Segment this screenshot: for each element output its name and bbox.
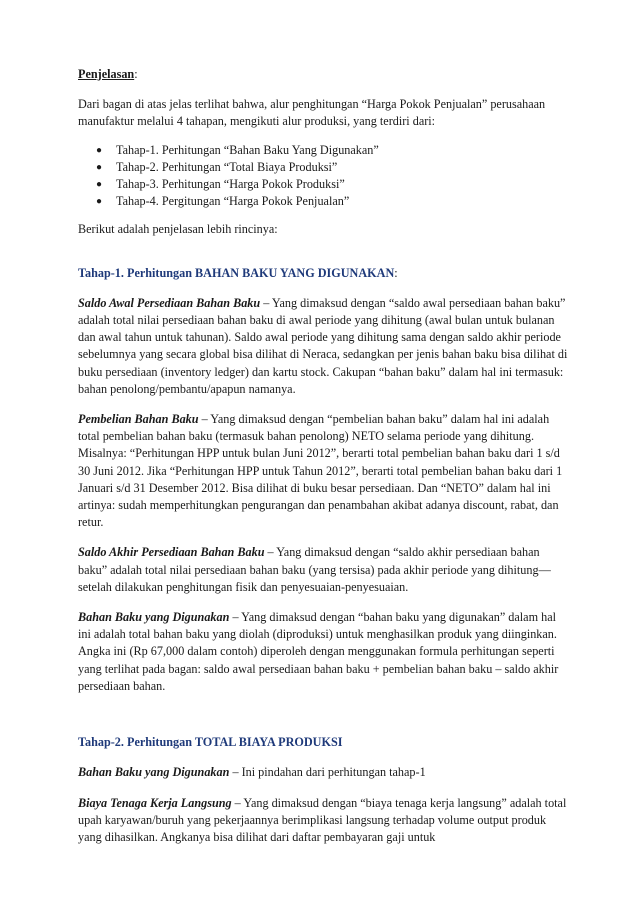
term: Saldo Awal Persediaan Bahan Baku <box>78 295 261 310</box>
term: Bahan Baku yang Digunakan <box>78 765 230 780</box>
intro-closing: Berikut adalah penjelasan lebih rincinya: <box>78 222 278 237</box>
term-description: – Yang dimaksud dengan “pembelian bahan baku” dalam hal ini adalah total pembelian bahan baku (termasuk bahan penolong) NETO selama periode yang dihitung. Misalnya: “Perhitungan HPP untuk bulan Juni 2012”, berarti total pembelian bahan baku dari 1 s/d 30 Juni 2012. Jika “Perhitungan HPP untuk Tahun 2012”, berarti total pembelian bahan baku dari 1 Januari s/d 31 Desember 2012. Bisa dilihat di buku besar persediaan. Dan “NETO” dalam hal ini artinya: sudah memperhitungkan pengurangan dan penambahan akibat adanya discount, rabat, dan retur. <box>78 412 563 530</box>
section1-heading-text: Tahap-1. Perhitungan BAHAN BAKU YANG DIGUNAKAN <box>78 265 395 280</box>
section2-item-tenaga-kerja <box>78 795 568 847</box>
list-item <box>96 176 568 193</box>
term-description: – Ini pindahan dari perhitungan tahap-1 <box>229 765 426 780</box>
bullet-icon: ● <box>96 196 103 208</box>
step-text: Tahap-2. Perhitungan “Total Biaya Produksi” <box>116 159 338 174</box>
section2-heading-text: Tahap-2. Perhitungan TOTAL BIAYA PRODUKSI <box>78 735 343 750</box>
term-description: – Yang dimaksud dengan “bahan baku yang digunakan” dalam hal ini adalah total bahan baku yang diolah (diproduksi) untuk menghasilkan produk yang diinginkan. Angka ini (Rp 67,000 dalam contoh) diperoleh dengan menggunakan formula perhitungan seperti yang terlihat pada bagan: saldo awal persediaan bahan baku + pembelian bahan baku – saldo akhir persediaan bahan. <box>78 610 559 693</box>
list-item <box>96 142 568 159</box>
bullet-icon: ● <box>96 144 103 156</box>
spacer <box>78 239 568 265</box>
section1-item-pembelian <box>78 411 568 531</box>
spacer <box>78 708 568 734</box>
intro-label-text: Penjelasan <box>78 67 135 81</box>
intro-paragraph: Dari bagan di atas jelas terlihat bahwa, alur penghitungan “Harga Pokok Penjualan” perusahaan manufaktur melalui 4 tahapan, mengikuti alur produksi, yang terdiri dari: <box>78 97 546 129</box>
bullet-icon: ● <box>96 179 103 191</box>
term: Pembelian Bahan Baku <box>78 412 199 427</box>
term-description: – Yang dimaksud dengan “saldo awal persediaan bahan baku” adalah total nilai persediaan bahan baku di awal periode yang dihitung (awal bulan untuk bulanan dan awal tahun untuk tahunan). Saldo awal periode yang dihitung sama dengan saldo akhir periode sebelumnya yang secara global bisa dilihat di Neraca, sedangkan per jenis bahan baku bisa dilihat di buku persediaan (inventory ledger) dan kartu stock. Cakupan “bahan baku” dalam hal ini termasuk: bahan penolong/pembantu/apapun namanya. <box>78 295 568 396</box>
section1-item-bahan-baku <box>78 609 568 695</box>
list-item <box>96 159 568 176</box>
section1-heading <box>78 265 568 282</box>
term-description: – Yang dimaksud dengan “saldo akhir persediaan bahan baku” adalah total nilai persediaan bahan baku (yang tersisa) pada akhir periode yang dihitung—setelah dilakukan penghitungan fisik dan penyesuaian-penyesuaian. <box>78 545 551 594</box>
term: Saldo Akhir Persediaan Bahan Baku <box>78 545 265 560</box>
term: Bahan Baku yang Digunakan <box>78 610 230 625</box>
list-item <box>96 193 568 210</box>
section1-heading-suffix: : <box>394 265 398 280</box>
section2-heading <box>78 734 568 751</box>
steps-list <box>78 142 568 211</box>
intro-label <box>78 66 568 83</box>
step-text: Tahap-3. Perhitungan “Harga Pokok Produksi” <box>116 177 345 192</box>
section1-item-saldo-awal <box>78 295 568 398</box>
bullet-icon: ● <box>96 161 103 173</box>
section1-item-saldo-akhir <box>78 544 568 596</box>
step-text: Tahap-1. Perhitungan “Bahan Baku Yang Digunakan” <box>116 142 379 157</box>
section2-item-bahan-baku <box>78 764 568 781</box>
term: Biaya Tenaga Kerja Langsung <box>78 795 232 810</box>
step-text: Tahap-4. Pergitungan “Harga Pokok Penjualan” <box>116 194 350 209</box>
intro-label-suffix: : <box>134 67 138 81</box>
term-description: – Yang dimaksud dengan “biaya tenaga kerja langsung” adalah total upah karyawan/buruh yang pekerjaannya berimplikasi langsung terhadap volume output produk yang dihasilkan. Angkanya bisa dilihat dari daftar pembayaran gaji untuk <box>78 795 567 844</box>
